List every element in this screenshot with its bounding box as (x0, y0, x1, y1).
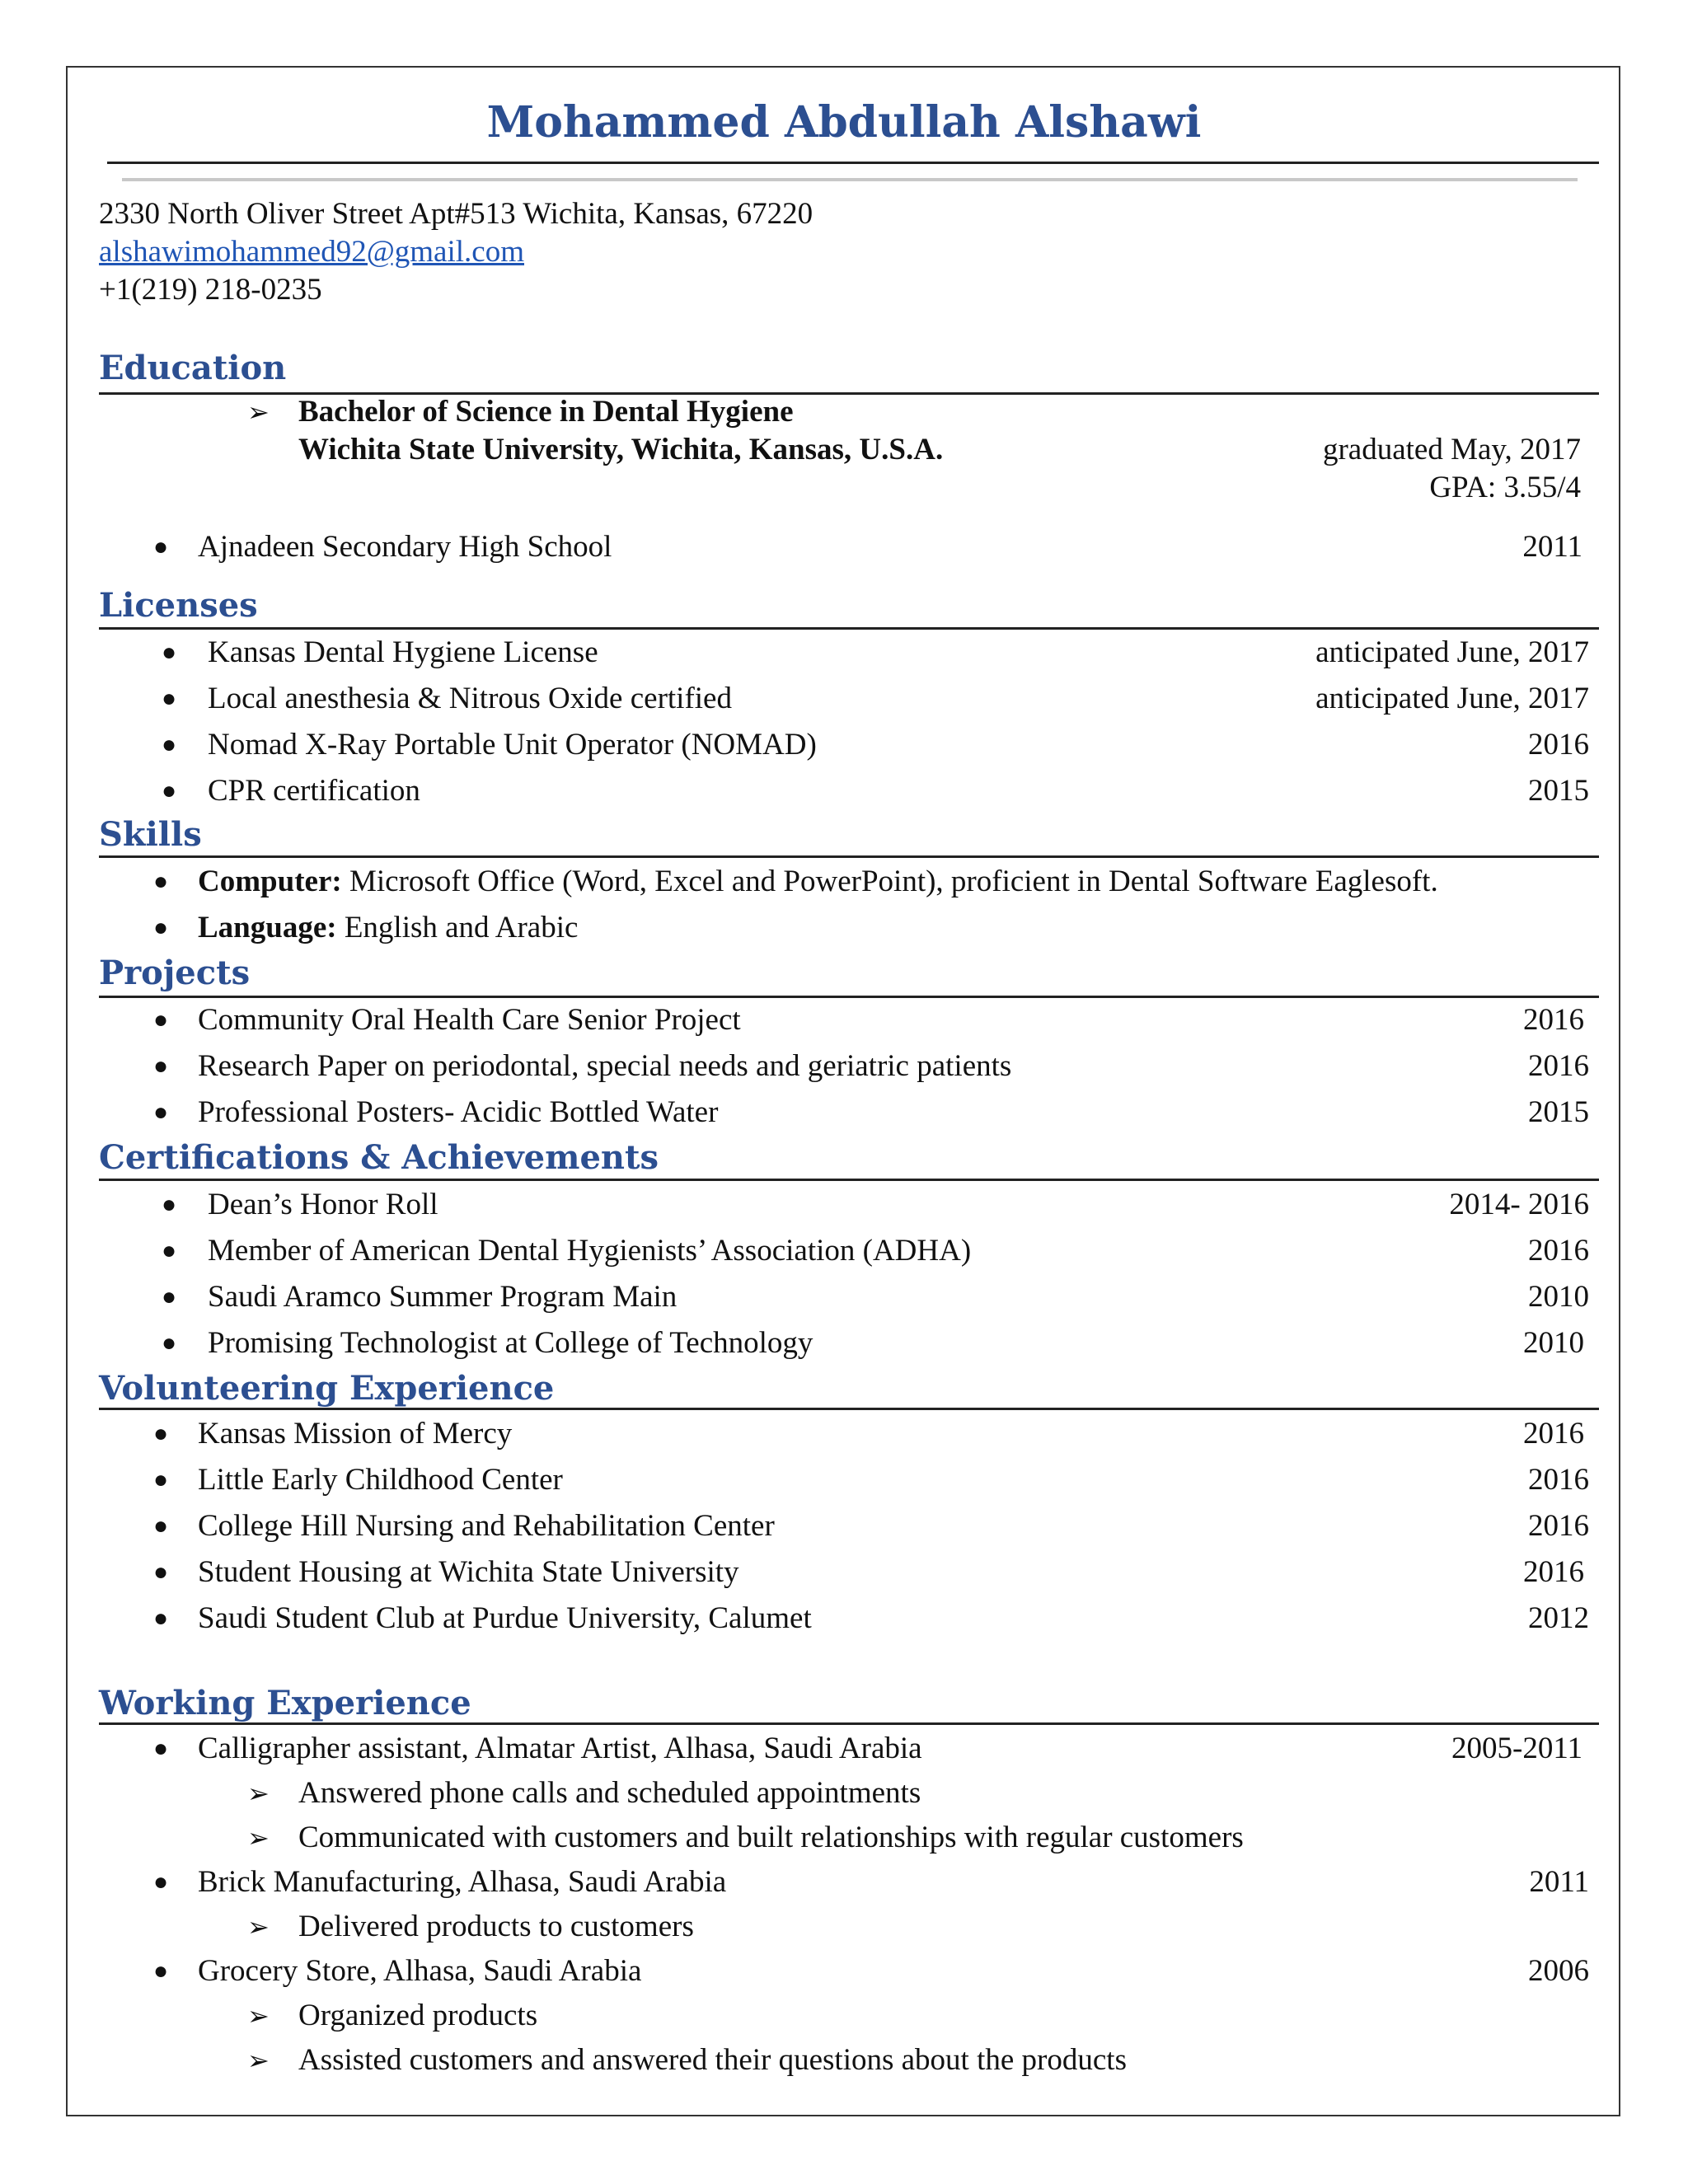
bullet-icon: ● (153, 1605, 169, 1632)
list-item-text: Nomad X-Ray Portable Unit Operator (NOMAD) (208, 728, 817, 762)
list-item-text: Student Housing at Wichita State University (198, 1555, 739, 1589)
bullet-icon: ● (162, 731, 177, 758)
list-item-text: Local anesthesia & Nitrous Oxide certified (208, 682, 732, 715)
bullet-icon: ● (153, 533, 169, 560)
bullet-icon: ● (153, 1868, 169, 1896)
list-item-text: CPR certification (208, 774, 420, 808)
list-item-text: Saudi Aramco Summer Program Main (208, 1280, 678, 1314)
job-date: 2006 (1528, 1954, 1589, 1988)
job-date: 2011 (1529, 1865, 1589, 1899)
job-item (0, 1864, 1688, 1900)
list-item (0, 529, 1688, 565)
arrow-bullet-icon: ➢ (247, 1822, 270, 1854)
skill-label: Computer: (198, 865, 342, 898)
list-item-date: 2014- 2016 (1449, 1188, 1589, 1221)
list-item (0, 1554, 1688, 1591)
list-item (0, 1325, 1688, 1361)
gpa: GPA: 3.55/4 (1429, 471, 1581, 504)
skill-text: English and Arabic (336, 911, 579, 944)
list-item-date: 2016 (1523, 1555, 1584, 1589)
section-title-certifications: Certifications & Achievements (99, 1138, 659, 1177)
section-title-volunteering: Volunteering Experience (99, 1369, 555, 1408)
job-detail-text: Delivered products to customers (298, 1910, 694, 1943)
list-item-text: Promising Technologist at College of Technology (208, 1326, 814, 1360)
bullet-icon: ● (162, 639, 177, 666)
job-detail-text: Answered phone calls and scheduled appointments (298, 1776, 921, 1810)
degree: Bachelor of Science in Dental Hygiene (298, 395, 794, 429)
university: Wichita State University, Wichita, Kansas, U.S.A. (298, 433, 944, 466)
list-item-text: Little Early Childhood Center (198, 1463, 563, 1497)
list-item (0, 1233, 1688, 1269)
job-detail (0, 2042, 1688, 2079)
header-shadow-divider (122, 178, 1578, 181)
list-item (0, 1002, 1688, 1038)
section-divider (99, 627, 1599, 630)
list-item (0, 432, 1688, 468)
arrow-bullet-icon: ➢ (247, 1911, 270, 1943)
list-item-text: College Hill Nursing and Rehabilitation Center (198, 1509, 775, 1543)
list-item-date: 2010 (1523, 1326, 1584, 1360)
bullet-icon: ● (153, 1558, 169, 1586)
arrow-bullet-icon: ➢ (247, 2000, 270, 2032)
email-link[interactable]: alshawimohammed92@gmail.com (99, 235, 524, 269)
list-item (0, 864, 1688, 900)
list-item (0, 681, 1688, 717)
bullet-icon: ● (162, 1191, 177, 1218)
bullet-icon: ● (153, 1420, 169, 1447)
job-title: Calligrapher assistant, Almatar Artist, Alhasa, Saudi Arabia (198, 1732, 922, 1765)
bullet-icon: ● (153, 868, 169, 895)
header-divider (107, 162, 1599, 164)
list-item (0, 773, 1688, 809)
list-item-text: Dean’s Honor Roll (208, 1188, 438, 1221)
list-item (0, 1416, 1688, 1452)
list-item-date: 2015 (1528, 1095, 1589, 1129)
list-item-text: Community Oral Health Care Senior Project (198, 1003, 741, 1037)
arrow-bullet-icon: ➢ (247, 1778, 270, 1809)
section-title-education: Education (99, 349, 287, 387)
arrow-bullet-icon: ➢ (247, 2045, 270, 2076)
list-item-date: 2016 (1523, 1003, 1584, 1037)
list-item (0, 1279, 1688, 1315)
job-detail (0, 1820, 1688, 1856)
school-year: 2011 (1522, 530, 1582, 564)
bullet-icon: ● (162, 1329, 177, 1357)
job-detail-text: Assisted customers and answered their questions about the products (298, 2043, 1127, 2077)
list-item-date: 2012 (1528, 1601, 1589, 1635)
list-item-date: 2016 (1528, 1509, 1589, 1543)
list-item-text: Kansas Mission of Mercy (198, 1417, 513, 1451)
job-item (0, 1953, 1688, 1990)
phone: +1(219) 218-0235 (99, 273, 322, 307)
list-item-text: Saudi Student Club at Purdue University, Calumet (198, 1601, 812, 1635)
bullet-icon: ● (162, 1237, 177, 1264)
list-item-date: 2016 (1528, 1049, 1589, 1083)
job-detail (0, 1775, 1688, 1811)
list-item-text: Research Paper on periodontal, special needs and geriatric patients (198, 1049, 1012, 1083)
bullet-icon: ● (162, 685, 177, 712)
bullet-icon: ● (162, 777, 177, 804)
skill-label: Language: (198, 911, 337, 944)
section-divider (99, 1179, 1599, 1181)
candidate-name: Mohammed Abdullah Alshawi (486, 97, 1202, 148)
school: Ajnadeen Secondary High School (198, 530, 612, 564)
section-title-licenses: Licenses (99, 586, 258, 625)
section-title-skills: Skills (99, 815, 202, 854)
list-item-date: anticipated June, 2017 (1315, 635, 1589, 669)
job-detail-text: Organized products (298, 1999, 538, 2032)
bullet-icon: ● (153, 1466, 169, 1493)
job-date: 2005-2011 (1451, 1732, 1582, 1765)
list-item (0, 1508, 1688, 1544)
bullet-icon: ● (153, 1957, 169, 1985)
list-item (0, 910, 1688, 946)
job-title: Grocery Store, Alhasa, Saudi Arabia (198, 1954, 642, 1988)
list-item (0, 470, 1688, 506)
section-divider (99, 996, 1599, 998)
list-item (0, 1601, 1688, 1637)
bullet-icon: ● (153, 1099, 169, 1126)
bullet-icon: ● (162, 1283, 177, 1310)
list-item-text: Member of American Dental Hygienists’ Association (ADHA) (208, 1234, 972, 1268)
bullet-icon: ● (153, 1512, 169, 1540)
list-item (0, 1048, 1688, 1085)
job-title: Brick Manufacturing, Alhasa, Saudi Arabia (198, 1865, 727, 1899)
list-item-date: 2016 (1528, 1463, 1589, 1497)
job-detail (0, 1998, 1688, 2034)
list-item-date: 2010 (1528, 1280, 1589, 1314)
job-item (0, 1731, 1688, 1767)
bullet-icon: ● (153, 1052, 169, 1080)
list-item-date: 2016 (1528, 1234, 1589, 1268)
bullet-icon: ● (153, 914, 169, 941)
bullet-icon: ● (153, 1735, 169, 1762)
arrow-bullet-icon: ➢ (247, 396, 270, 428)
list-item (0, 394, 1688, 430)
job-detail (0, 1909, 1688, 1945)
list-item-date: anticipated June, 2017 (1315, 682, 1589, 715)
bullet-icon: ● (153, 1006, 169, 1033)
job-detail-text: Communicated with customers and built relationships with regular customers (298, 1821, 1244, 1854)
list-item-text: Professional Posters- Acidic Bottled Water (198, 1095, 719, 1129)
skill-text: Microsoft Office (Word, Excel and PowerPoint), proficient in Dental Software Eaglesoft. (341, 865, 1438, 898)
graduation-date: graduated May, 2017 (1322, 433, 1581, 466)
section-divider (99, 855, 1599, 858)
section-divider (99, 1722, 1599, 1725)
section-title-work: Working Experience (99, 1684, 471, 1722)
list-item (0, 727, 1688, 763)
address: 2330 North Oliver Street Apt#513 Wichita, Kansas, 67220 (99, 197, 814, 231)
list-item (0, 1094, 1688, 1131)
list-item-text: Kansas Dental Hygiene License (208, 635, 598, 669)
list-item (0, 635, 1688, 671)
list-item-date: 2016 (1528, 728, 1589, 762)
list-item (0, 1187, 1688, 1223)
section-title-projects: Projects (99, 954, 251, 992)
section-divider (99, 1408, 1599, 1410)
list-item-date: 2016 (1523, 1417, 1584, 1451)
list-item-date: 2015 (1528, 774, 1589, 808)
list-item (0, 1462, 1688, 1498)
